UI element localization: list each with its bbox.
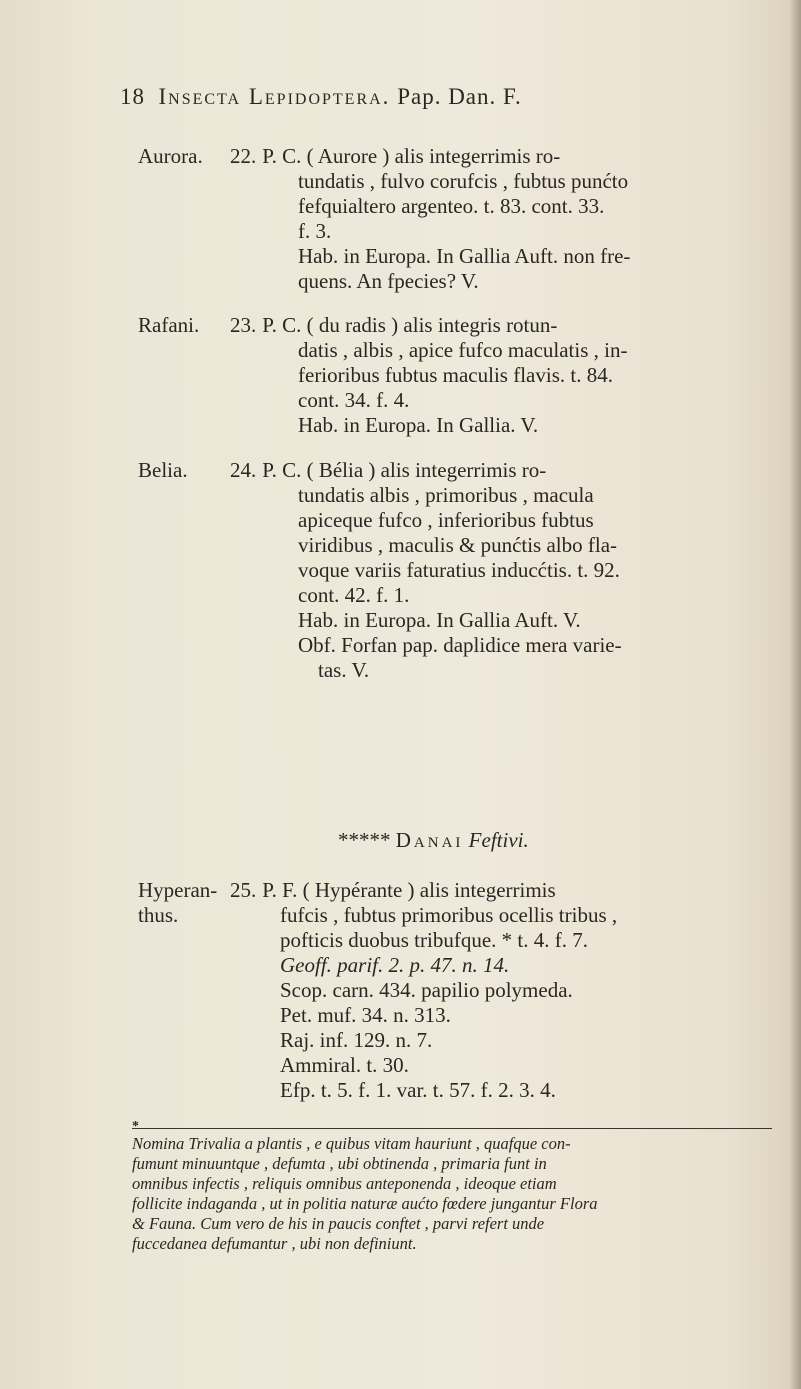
entry-line: cont. 42. f. 1. (298, 583, 410, 607)
entry-line: Geoff. parif. 2. p. 47. n. 14. (280, 953, 510, 977)
running-header (120, 84, 522, 110)
section-heading (338, 828, 529, 853)
entry-line: Obf. Forfan pap. daplidice mera varie- (298, 633, 622, 657)
entry-line: f. 3. (298, 219, 332, 243)
entry-line: tas. V. (318, 658, 370, 682)
entry-line: pofticis duobus tribufque. * t. 4. f. 7. (280, 928, 588, 952)
page-number: 18 (120, 84, 145, 109)
footnote-mark: * (132, 1119, 139, 1134)
footnote-line: fumunt minuuntque , defumta , ubi obtinenda , primaria funt in (132, 1154, 547, 1173)
entry-line: P. C. ( Aurore ) alis integerrimis ro- (262, 144, 561, 168)
entry-line: Scop. carn. 434. papilio polymeda. (280, 978, 573, 1002)
entry-body (230, 144, 770, 294)
entry-line: P. F. ( Hypérante ) alis integerrimis (262, 878, 556, 902)
footnote (132, 1134, 782, 1254)
footnote-line: & Fauna. Cum vero de his in paucis conftet , parvi refert unde (132, 1214, 545, 1233)
entry-line: Efp. t. 5. f. 1. var. t. 57. f. 2. 3. 4. (280, 1078, 556, 1102)
entry-line: Raj. inf. 129. n. 7. (280, 1028, 433, 1052)
entry-name-continued: thus. (138, 903, 179, 927)
footnote-line: omnibus infectis , reliquis omnibus anteponenda , ideoque etiam (132, 1174, 557, 1193)
header-section: Pap. Dan. F. (397, 84, 522, 109)
entry-line: Ammiral. t. 30. (280, 1053, 409, 1077)
entry-line: Hab. in Europa. In Gallia. V. (298, 413, 539, 437)
entry-body (230, 878, 770, 1103)
entry-line: cont. 34. f. 4. (298, 388, 410, 412)
entry-line: Hab. in Europa. In Gallia Auft. V. (298, 608, 581, 632)
footnote-line: Nomina Trivalia a plantis , e quibus vitam hauriunt , quafque con- (132, 1134, 571, 1153)
footnote-line: fuccedanea defumantur , ubi non definiunt. (132, 1234, 417, 1253)
entry-line: ferioribus fubtus maculis flavis. t. 84. (298, 363, 613, 387)
entry-line: datis , albis , apice fufco maculatis , in- (298, 338, 628, 362)
section-title: Danai (395, 828, 464, 852)
entry-line: Pet. muf. 34. n. 313. (280, 1003, 451, 1027)
entry-name: Hyperan- (138, 878, 218, 902)
entry-line: apiceque fufco , inferioribus fubtus (298, 508, 594, 532)
entry-line: Hab. in Europa. In Gallia Auft. non fre- (298, 244, 631, 268)
footnote-line: follicite indaganda , ut in politia naturæ aućto fœdere jungantur Flora (132, 1194, 598, 1213)
entry-line: quens. An fpecies? V. (298, 269, 479, 293)
page-edge-shadow (789, 0, 801, 1389)
entry-line: voque variis faturatius inducćtis. t. 92. (298, 558, 620, 582)
entry-body (230, 458, 770, 683)
entry-number: 24. (230, 458, 257, 482)
entry-line: viridibus , maculis & punćtis albo fla- (298, 533, 618, 557)
entry-line: tundatis , fulvo corufcis , fubtus punćto (298, 169, 629, 193)
entry-line: P. C. ( Bélia ) alis integerrimis ro- (262, 458, 547, 482)
entry-name: Rafani. (138, 313, 200, 337)
section-stars: ***** (338, 828, 391, 852)
entry-line: P. C. ( du radis ) alis integris rotun- (262, 313, 558, 337)
section-subtitle: Feftivi. (468, 828, 529, 852)
entry-name: Belia. (138, 458, 188, 482)
entry-line: fufcis , fubtus primoribus ocellis tribus , (280, 903, 618, 927)
entry-body (230, 313, 770, 438)
entry-name: Aurora. (138, 144, 203, 168)
footnote-rule (132, 1128, 772, 1129)
entry-number: 25. (230, 878, 257, 902)
header-title: Insecta Lepidoptera. (158, 84, 391, 109)
entry-line: tundatis albis , primoribus , macula (298, 483, 594, 507)
entry-number: 22. (230, 144, 257, 168)
entry-line: fefquialtero argenteo. t. 83. cont. 33. (298, 194, 605, 218)
entry-number: 23. (230, 313, 257, 337)
